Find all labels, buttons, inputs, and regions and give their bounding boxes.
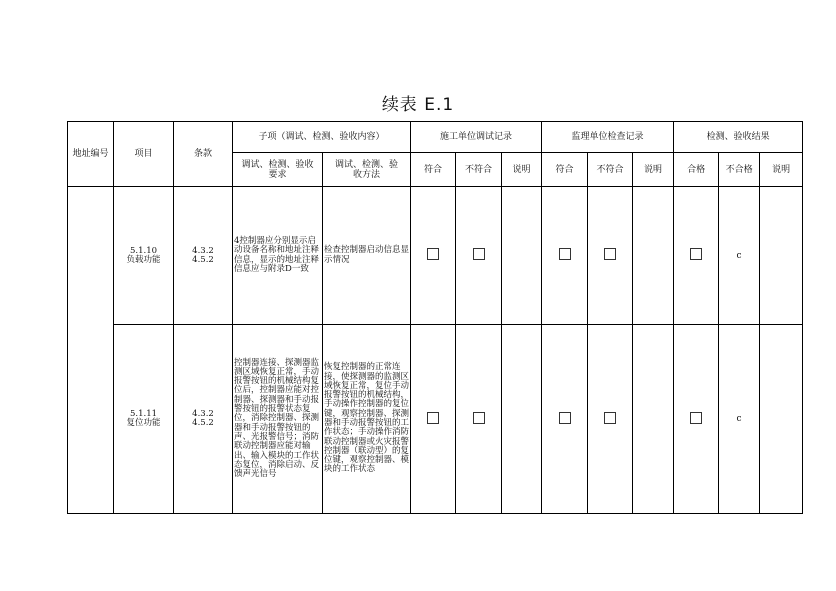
- header-sub-item: 子项（调试、检测、验收内容）: [233, 122, 411, 153]
- method-cell: 检查控制器启动信息显示情况: [323, 187, 411, 325]
- header-construction-note: 说明: [502, 153, 542, 187]
- construction-nonconform-cell: [456, 325, 502, 514]
- result-qualified-cell: [674, 187, 719, 325]
- item-cell: [114, 187, 174, 325]
- supervision-nonconform-cell: [588, 187, 633, 325]
- construction-note-cell[interactable]: [502, 187, 542, 325]
- address-no-cell: [68, 187, 114, 514]
- result-note-cell[interactable]: [760, 325, 803, 514]
- header-method: 调试、检测、验收方法: [323, 153, 411, 187]
- supervision-note-cell[interactable]: [633, 325, 674, 514]
- supervision-nonconform-checkbox[interactable]: [604, 412, 616, 424]
- method-cell: 恢复控制器的正常连接，使探测器的监测区域恢复正常，复位手动报警按钮的机械结构，手动操作控制器的复位键，观察控制器、探测器和手动报警按钮的工作状态；手动操作消防联动控制器或火灾报警控制器（联动型）的复位键，观察控制器、模块的工作状态: [323, 325, 411, 514]
- table-row: [68, 187, 803, 325]
- clause-cell: 4.3.2 4.5.2: [174, 187, 233, 325]
- supervision-note-cell[interactable]: [633, 187, 674, 325]
- construction-conform-checkbox[interactable]: [427, 412, 439, 424]
- result-qualified-cell: [674, 325, 719, 514]
- header-construction-conform: 符合: [411, 153, 456, 187]
- construction-nonconform-checkbox[interactable]: [473, 248, 485, 260]
- construction-conform-checkbox[interactable]: [427, 248, 439, 260]
- supervision-conform-checkbox[interactable]: [559, 248, 571, 260]
- item-number: 5.1.11: [129, 409, 158, 419]
- item-name: 负载功能: [126, 254, 161, 265]
- header-construction-nonconform: 不符合: [456, 153, 502, 187]
- header-result-unqualified: 不合格: [719, 153, 760, 187]
- header-result: 检测、验收结果: [674, 122, 803, 153]
- construction-note-cell[interactable]: [502, 325, 542, 514]
- result-unqualified-mark[interactable]: c: [719, 325, 760, 514]
- result-qualified-checkbox[interactable]: [690, 248, 702, 260]
- result-qualified-checkbox[interactable]: [690, 412, 702, 424]
- table-title: 续表 E.1: [381, 95, 455, 115]
- result-note-cell[interactable]: [760, 187, 803, 325]
- header-item: 项目: [114, 122, 174, 187]
- header-supervision-conform: 符合: [542, 153, 588, 187]
- header-address-no: 地址编号: [68, 122, 114, 187]
- table-row: [68, 325, 803, 514]
- header-supervision-note: 说明: [633, 153, 674, 187]
- header-result-qualified: 合格: [674, 153, 719, 187]
- result-unqualified-mark[interactable]: c: [719, 187, 760, 325]
- header-supervision-nonconform: 不符合: [588, 153, 633, 187]
- header-result-note: 说明: [760, 153, 803, 187]
- construction-nonconform-checkbox[interactable]: [473, 412, 485, 424]
- clause-cell: 4.3.2 4.5.2: [174, 325, 233, 514]
- item-number: 5.1.10: [129, 245, 158, 256]
- construction-conform-cell: [411, 187, 456, 325]
- requirement-cell: 控制器连接、探测器监测区域恢复正常，手动报警按钮的机械结构复位后，控制器应能对控制器、探测器和手动报警按钮的报警状态复位，消除控制器、探测器和手动报警按钮的声、光报警信号；消防联动控制器应能对输出、输入模块的工作状态复位，消除启动、反馈声光信号: [233, 325, 323, 514]
- supervision-nonconform-cell: [588, 325, 633, 514]
- requirement-cell: 4控制器应分别显示启动设备名称和地址注释信息，显示的地址注释信息应与附录D一致: [233, 187, 323, 325]
- supervision-conform-cell: [542, 325, 588, 514]
- supervision-conform-cell: [542, 187, 588, 325]
- construction-nonconform-cell: [456, 187, 502, 325]
- header-clause: 条款: [174, 122, 233, 187]
- supervision-conform-checkbox[interactable]: [559, 412, 571, 424]
- construction-conform-cell: [411, 325, 456, 514]
- header-construction: 施工单位调试记录: [411, 122, 542, 153]
- header-supervision: 监理单位检查记录: [542, 122, 674, 153]
- acceptance-table: [67, 121, 803, 514]
- header-requirement: 调试、检测、验收要求: [233, 153, 323, 187]
- item-name: 复位功能: [126, 418, 161, 428]
- supervision-nonconform-checkbox[interactable]: [604, 248, 616, 260]
- item-cell: [114, 325, 174, 514]
